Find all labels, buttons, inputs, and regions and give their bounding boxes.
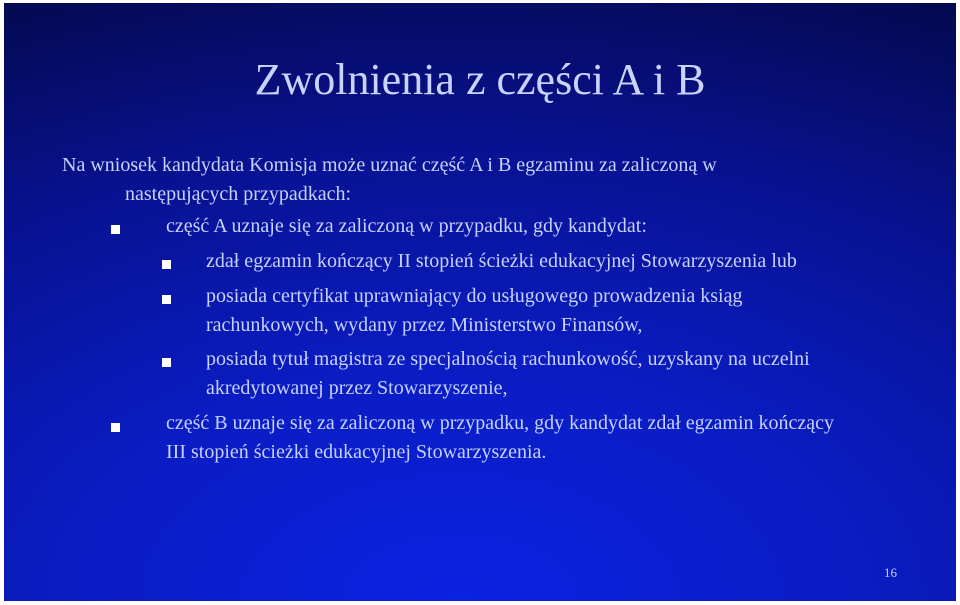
square-bullet-icon <box>111 225 120 234</box>
square-bullet-icon <box>162 358 171 367</box>
list-item-part-a: część A uznaje się za zaliczoną w przypadku, gdy kandydat: <box>166 215 647 237</box>
slide-title: Zwolnienia z części A i B <box>254 55 706 104</box>
list-item-exam: zdał egzamin kończący II stopień ścieżki edukacyjnej Stowarzyszenia lub <box>206 250 797 272</box>
square-bullet-icon <box>162 260 171 269</box>
square-bullet-icon <box>111 423 120 432</box>
intro-paragraph <box>62 151 922 209</box>
intro-line-2: następujących przypadkach: <box>125 183 352 205</box>
list-item-certificate: posiada certyfikat uprawniający do usługowego prowadzenia ksiąg rachunkowych, wydany przez Ministerstwo Finansów, <box>206 285 743 336</box>
slide <box>4 3 956 601</box>
list-item-part-b: część B uznaje się za zaliczoną w przypadku, gdy kandydat zdał egzamin kończący III stopień ścieżki edukacyjnej Stowarzyszenia. <box>166 412 835 463</box>
list-item-master-degree: posiada tytuł magistra ze specjalnością rachunkowość, uzyskany na uczelni akredytowanej przez Stowarzyszenie, <box>206 348 810 399</box>
square-bullet-icon <box>162 295 171 304</box>
intro-line-1: Na wniosek kandydata Komisja może uznać część A i B egzaminu za zaliczoną w <box>62 154 717 176</box>
page-number: 16 <box>884 565 897 580</box>
